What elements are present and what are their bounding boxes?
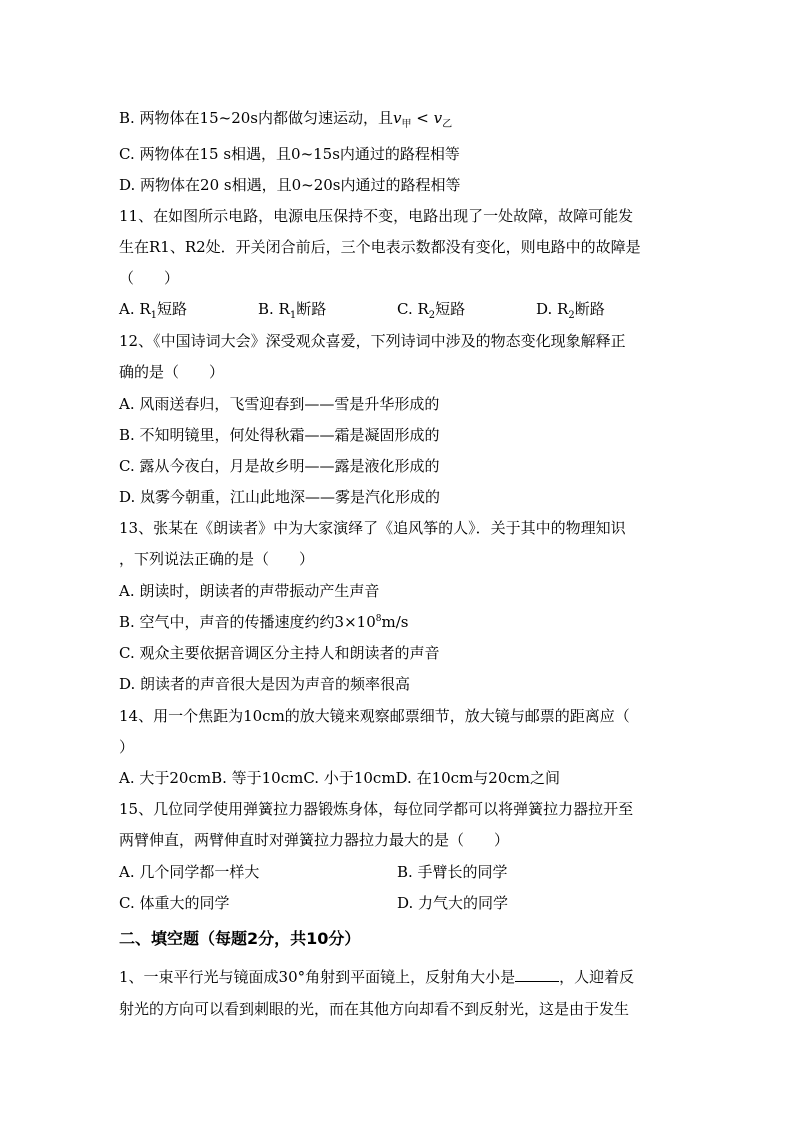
- q11-option-b: B. $R_1$断路: [258, 300, 327, 321]
- q13-stem-line2: ，下列说法正确的是（ ）: [119, 550, 315, 568]
- q10-option-b: [119, 107, 452, 129]
- q10-option-b-text: B. 两物体在15~20s内都做匀速运动，且: [119, 109, 394, 127]
- q15-stem-line1: 15、几位同学使用弹簧拉力器锻炼身体，每位同学都可以将弹簧拉力器拉开至: [119, 800, 634, 818]
- q12-stem-line1: 12、《中国诗词大会》深受观众喜爱，下列诗词中涉及的物态变化现象解释正: [119, 332, 626, 350]
- q15-option-b: B. 手臂长的同学: [397, 863, 508, 881]
- q12-option-b: B. 不知明镜里，何处得秋霜——霜是凝固形成的: [119, 426, 440, 444]
- q10-option-d: D. 两物体在20 s相遇，且0~20s内通过的路程相等: [119, 176, 461, 194]
- section2-q1-line2: 射光的方向可以看到刺眼的光，而在其他方向却看不到反射光，这是由于发生: [119, 1000, 630, 1018]
- q15-option-a: A. 几个同学都一样大: [119, 863, 260, 881]
- q11-stem-line2: 生在R1、R2处．开关闭合前后，三个电表示数都没有变化，则电路中的故障是: [119, 238, 641, 256]
- q15-option-d: D. 力气大的同学: [397, 894, 509, 912]
- q12-option-a: A. 风雨送春归，飞雪迎春到——雪是升华形成的: [119, 395, 440, 413]
- q11-option-c: C. $R_2$短路: [397, 300, 466, 321]
- q13-option-b: B. 空气中，声音的传播速度约约$3\times 10^8m/s$: [119, 613, 409, 631]
- q13-option-c: C. 观众主要依据音调区分主持人和朗读者的声音: [119, 644, 440, 662]
- q13-stem-line1: 13、张某在《朗读者》中为大家演绎了《追风筝的人》．关于其中的物理知识: [119, 519, 626, 537]
- section-2-title: 二、填空题（每题2分，共10分）: [119, 929, 361, 948]
- q12-option-d: D. 岚雾今朝重，江山此地深——雾是汽化形成的: [119, 488, 441, 506]
- q11-option-a: A. $R_1$短路: [119, 300, 188, 321]
- velocity-symbol: v: [433, 109, 443, 127]
- q13-option-d: D. 朗读者的声音很大是因为声音的频率很高: [119, 675, 411, 693]
- q15-option-c: C. 体重大的同学: [119, 894, 230, 912]
- q11-option-d: D. $R_2$断路: [536, 300, 605, 321]
- subscript-jia: 甲: [401, 119, 412, 130]
- q14-options: A. 大于20cmB. 等于10cmC. 小于10cmD. 在10cm与20cm之间: [119, 769, 560, 787]
- less-than: <: [411, 109, 434, 127]
- q11-stem-line1: 11、在如图所示电路，电源电压保持不变，电路出现了一处故障，故障可能发: [119, 207, 634, 225]
- velocity-symbol: v: [393, 109, 402, 127]
- answer-blank[interactable]: [515, 967, 559, 982]
- subscript-yi: 乙: [442, 119, 453, 130]
- section2-q1-line1: 1、一束平行光与镜面成30°角射到平面镜上，反射角大小是 ，人迎着反: [119, 968, 635, 986]
- q12-stem-line2: 确的是（ ）: [119, 363, 225, 381]
- q14-stem-line1: 14、用一个焦距为10cm的放大镜来观察邮票细节，放大镜与邮票的距离应（: [119, 707, 630, 725]
- q11-stem-line3: （ ）: [119, 269, 180, 287]
- q12-option-c: C. 露从今夜白，月是故乡明——露是液化形成的: [119, 457, 440, 475]
- q13-option-a: A. 朗读时，朗读者的声带振动产生声音: [119, 582, 380, 600]
- q14-stem-line2: ）: [119, 738, 135, 756]
- exponent: 8: [375, 614, 382, 624]
- q15-stem-line2: 两臂伸直，两臂伸直时对弹簧拉力器拉力最大的是（ ）: [119, 831, 510, 849]
- q10-option-c: C. 两物体在15 s相遇，且0~15s内通过的路程相等: [119, 145, 460, 163]
